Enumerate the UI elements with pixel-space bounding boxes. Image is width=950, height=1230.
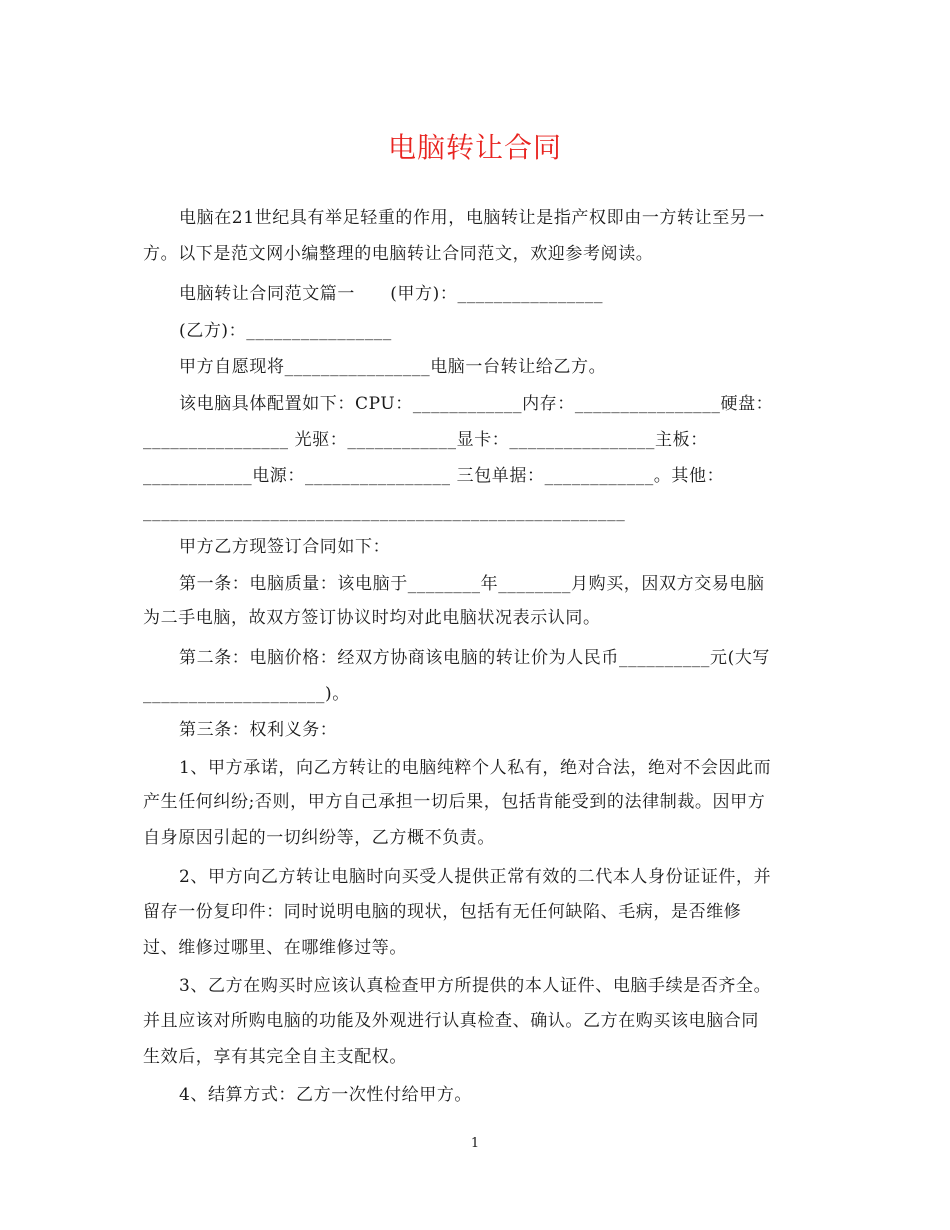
- body-line: 第一条：电脑质量：该电脑于________年________月购买，因双方交易电脑: [179, 574, 765, 594]
- body-line: 过、维修过哪里、在哪维修过等。: [143, 938, 407, 958]
- body-line: 3、乙方在购买时应该认真检查甲方所提供的本人证件、电脑手续是否齐全。: [179, 976, 772, 996]
- body-line: ____________________)。: [143, 684, 350, 704]
- body-line: 电脑转让合同范文篇一 (甲方)：________________: [179, 284, 604, 304]
- body-line: 第三条：权利义务：: [179, 720, 338, 740]
- body-line: ____________电源：________________ 三包单据：____________。其他：: [143, 466, 725, 486]
- body-line: 留存一份复印件：同时说明电脑的现状，包括有无任何缺陷、毛病，是否维修: [143, 902, 742, 922]
- body-line: 4、结算方式：乙方一次性付给甲方。: [179, 1085, 473, 1105]
- body-line: 甲方自愿现将________________电脑一台转让给乙方。: [179, 357, 607, 377]
- body-line: 该电脑具体配置如下：CPU：____________内存：________________硬盘：: [179, 394, 774, 414]
- body-line: (乙方)：________________: [179, 321, 392, 341]
- body-line: 电脑在21世纪具有举足轻重的作用，电脑转让是指产权即由一方转让至另一: [179, 208, 766, 228]
- body-line: _____________________________________________________: [143, 502, 626, 522]
- body-line: 甲方乙方现签订合同如下：: [179, 537, 391, 557]
- body-line: 产生任何纠纷;否则，甲方自己承担一切后果，包括肯能受到的法律制裁。因甲方: [143, 792, 766, 812]
- body-line: 并且应该对所购电脑的功能及外观进行认真检查、确认。乙方在购买该电脑合同: [143, 1011, 759, 1031]
- body-line: 2、甲方向乙方转让电脑时向买受人提供正常有效的二代本人身份证证件，并: [179, 867, 772, 887]
- body-line: 自身原因引起的一切纠纷等，乙方概不负责。: [143, 828, 495, 848]
- body-line: 第二条：电脑价格：经双方协商该电脑的转让价为人民币__________元(大写: [179, 648, 771, 668]
- page-number: 1: [470, 1136, 480, 1151]
- document-title: 电脑转让合同: [387, 131, 562, 164]
- body-line: 1、甲方承诺，向乙方转让的电脑纯粹个人私有，绝对合法，绝对不会因此而: [179, 758, 772, 778]
- body-line: 为二手电脑，故双方签订协议时均对此电脑状况表示认同。: [143, 608, 601, 628]
- body-line: 生效后，享有其完全自主支配权。: [143, 1047, 407, 1067]
- body-line: ________________ 光驱：____________显卡：________________主板：: [143, 430, 708, 450]
- body-line: 方。以下是范文网小编整理的电脑转让合同范文，欢迎参考阅读。: [143, 244, 654, 264]
